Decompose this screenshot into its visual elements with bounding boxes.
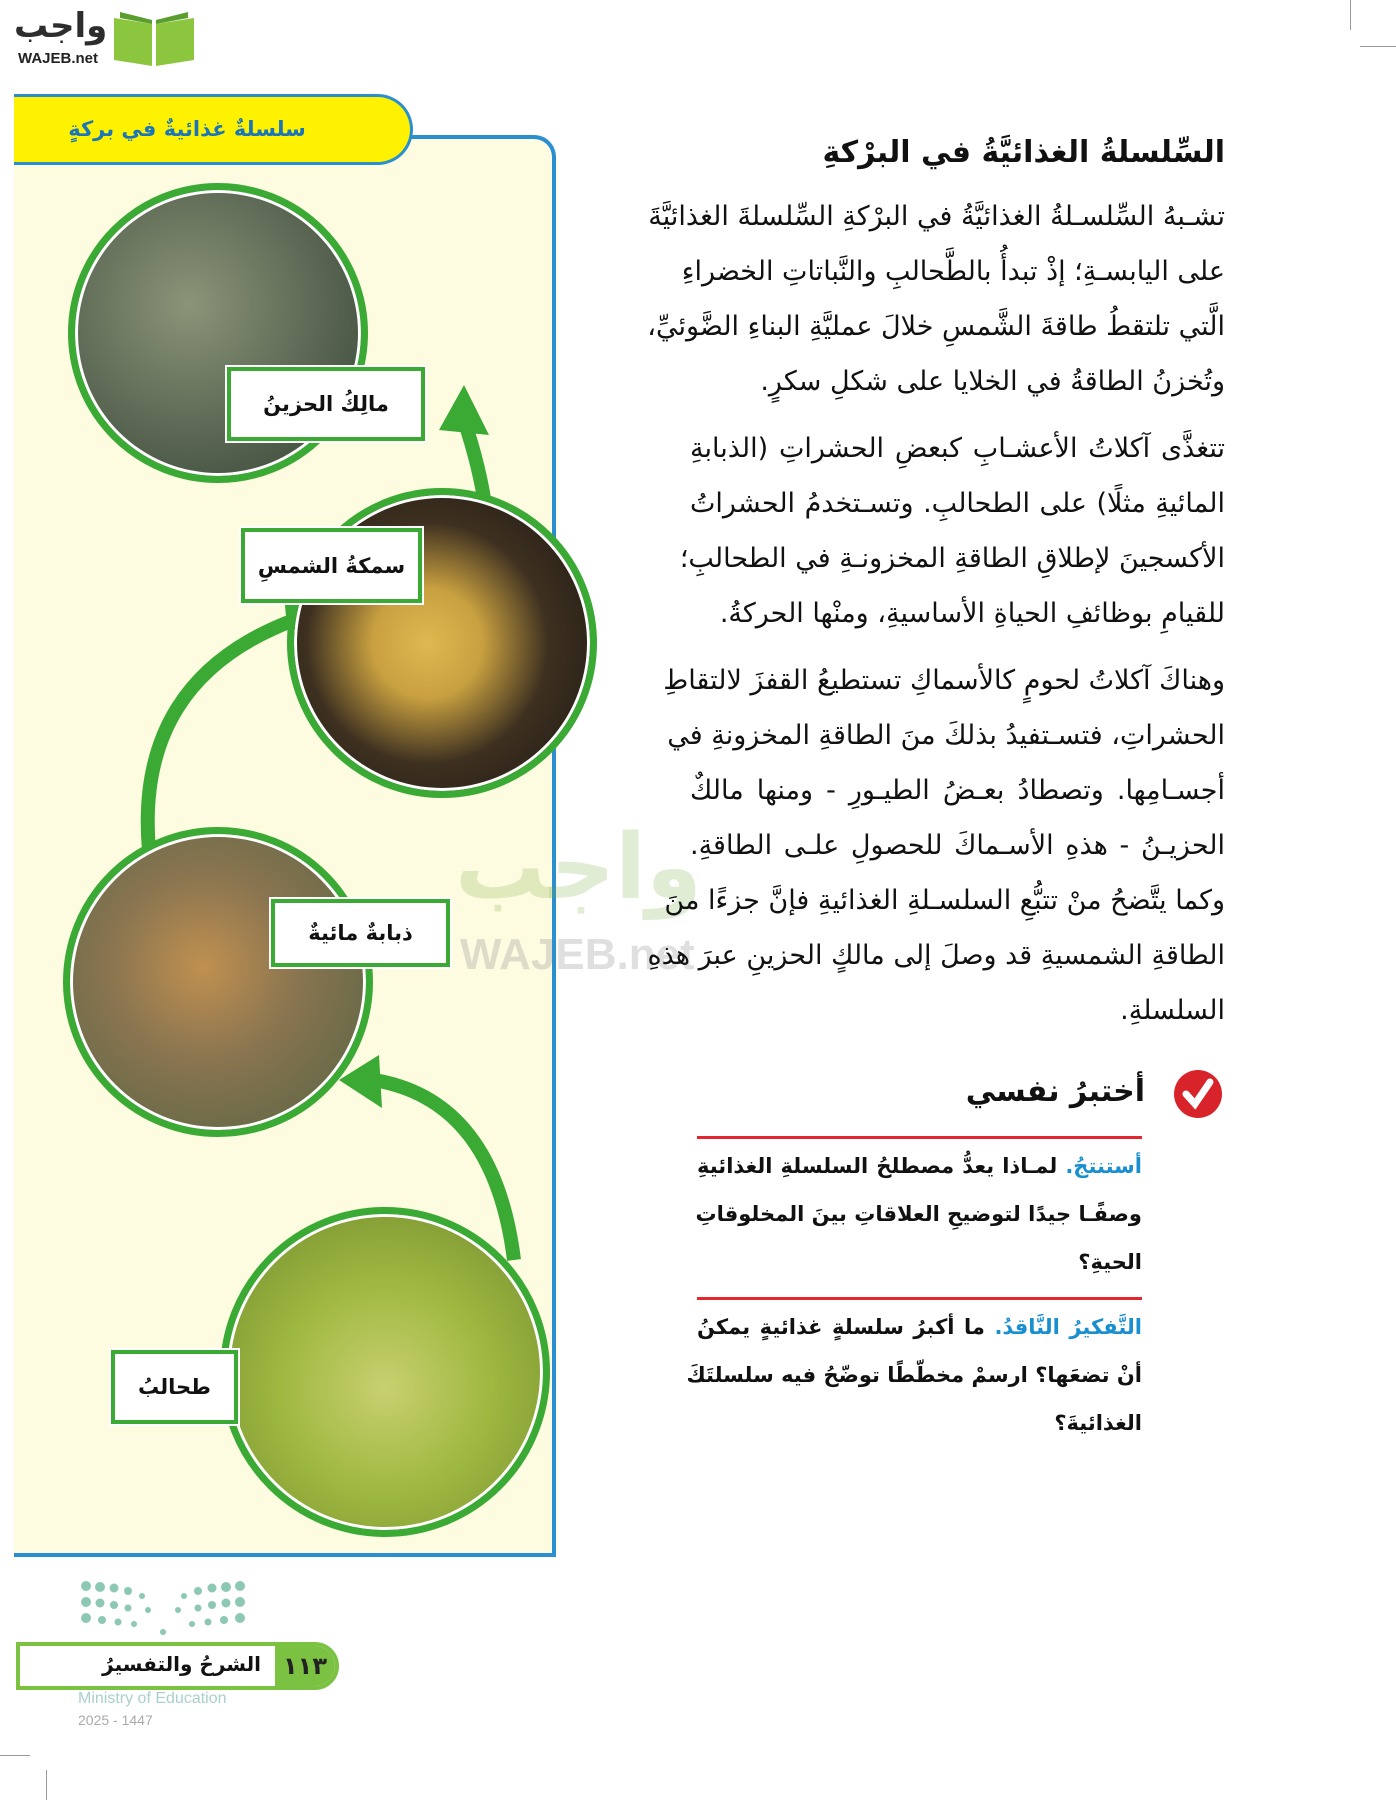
text-line: الطاقةِ الشمسيةِ قد وصلَ إلى مالكٍ الحزينِ عبرَ هذهِ bbox=[647, 940, 1225, 971]
text-line: المائيةِ مثلًا) على الطحالبِ. وتسـتخدمُ الحشراتُ bbox=[690, 488, 1225, 519]
section-title: السِّلسلةُ الغذائيَّةُ في البرْكةِ bbox=[822, 135, 1225, 170]
question-text: الحيةِ؟ bbox=[1078, 1250, 1142, 1274]
watermark-english: WAJEB.net bbox=[460, 930, 695, 979]
crop-mark bbox=[1360, 46, 1396, 47]
text-line: على اليابسـةِ؛ إذْ تبدأُ بالطَّحالبِ والنَّباتاتِ الخضراءِ bbox=[681, 256, 1225, 287]
text-line: الَّتي تلتقطُ طاقةَ الشَّمسِ خلالَ عمليَّةِ البناءِ الضَّوئيِّ، bbox=[647, 311, 1225, 342]
ministry-name: Ministry of Education bbox=[78, 1690, 227, 1707]
text-line: وكما يتَّضحُ منْ تتبُّعِ السلسـلةِ الغذائيةِ فإنَّ جزءًا منَ bbox=[664, 885, 1225, 916]
text-line: أجسـامِها. وتصطادُ بعـضُ الطيـورِ - ومنها مالكٌ bbox=[690, 775, 1225, 806]
text-line: للقيامِ بوظائفِ الحياةِ الأساسيةِ، ومنْها الحركةُ. bbox=[719, 598, 1225, 629]
panel-banner: سلسلةٌ غذائيةٌ في بركةٍ bbox=[14, 94, 413, 165]
algae-photo bbox=[220, 1207, 550, 1537]
watermark-arabic: واجب bbox=[455, 815, 702, 920]
text-line: الحزيـنُ - هذهِ الأسـماكَ للحصولِ علـى الطاقةِ. bbox=[690, 830, 1225, 861]
arrow-head bbox=[439, 385, 489, 435]
paragraph-2 bbox=[679, 421, 1225, 641]
mayfly-photo bbox=[63, 827, 373, 1137]
text-line: تتغذَّى آكلاتُ الأعشـابِ كبعضِ الحشراتِ (الذبابةِ bbox=[690, 433, 1225, 464]
ministry-logo-dots bbox=[78, 1580, 248, 1638]
question-text: الغذائيةَ؟ bbox=[1054, 1411, 1142, 1435]
divider bbox=[697, 1297, 1142, 1300]
question-conclude bbox=[697, 1142, 1142, 1286]
footer-bar bbox=[16, 1642, 339, 1690]
label-heron: مالِكُ الحزينُ bbox=[227, 367, 425, 441]
crop-mark bbox=[46, 1770, 47, 1800]
question-text: ما أكبرُ سلسلةٍ غذائيةٍ يمكنُ bbox=[697, 1315, 985, 1339]
arrow-to-fish bbox=[148, 620, 294, 850]
text-line: وهناكَ آكلاتُ لحومٍ كالأسماكِ تستطيعُ القفزَ لالتقاطِ bbox=[663, 665, 1225, 696]
divider bbox=[697, 1136, 1142, 1139]
book-icon bbox=[110, 8, 198, 68]
text-line: وتُخزنُ الطاقةُ في الخلايا على شكلِ سكرٍ. bbox=[760, 366, 1225, 397]
footer-section-label: الشرحُ والتفسيرُ bbox=[102, 1652, 261, 1676]
text-line: الحشراتِ، فتسـتفيدُ بذلكَ منَ الطاقةِ المخزونةِ في bbox=[667, 720, 1225, 751]
question-text: أنْ تضعَها؟ ارسمْ مخطّطًا توضّحُ فيه سلسلتَكَ bbox=[686, 1363, 1142, 1387]
edition-year: 2025 - 1447 bbox=[78, 1712, 153, 1728]
paragraph-1 bbox=[647, 189, 1225, 409]
question-critical-thinking bbox=[686, 1303, 1142, 1447]
label-mayfly: ذبابةٌ مائيةٌ bbox=[271, 899, 450, 967]
crop-mark bbox=[0, 1755, 30, 1756]
text-line: الأكسجينَ لإطلاقِ الطاقةِ المخزونـةِ في الطحالبِ؛ bbox=[679, 543, 1225, 574]
checkmark-icon bbox=[1172, 1068, 1224, 1120]
text-line: تشـبهُ السِّلسـلةُ الغذائيَّةُ في البرْكةِ السِّلسلةَ الغذائيَّةَ bbox=[648, 201, 1225, 232]
text-line: السلسلةِ. bbox=[1120, 995, 1225, 1026]
question-text: وصفًـا جيدًا لتوضيحِ العلاقاتِ بينَ المخلوقاتِ bbox=[695, 1202, 1142, 1226]
wajeb-logo[interactable] bbox=[8, 6, 218, 76]
paragraph-3 bbox=[647, 653, 1225, 1038]
logo-arabic: واجب bbox=[14, 6, 108, 46]
quiz-heading: أختبرُ نفسي bbox=[965, 1074, 1145, 1109]
logo-english: WAJEB.net bbox=[18, 50, 99, 67]
label-sunfish: سمكةُ الشمسِ bbox=[241, 528, 422, 603]
question-keyword: أستنتجُ. bbox=[1065, 1154, 1143, 1178]
page-number: ١١٣ bbox=[275, 1646, 335, 1686]
label-algae: طحالبُ bbox=[111, 1350, 238, 1424]
crop-mark bbox=[1350, 0, 1351, 30]
question-text: لمـاذا يعدُّ مصطلحُ السلسلةِ الغذائيةِ bbox=[697, 1154, 1058, 1178]
question-keyword: التَّفكيرُ النَّاقدُ. bbox=[994, 1315, 1142, 1339]
